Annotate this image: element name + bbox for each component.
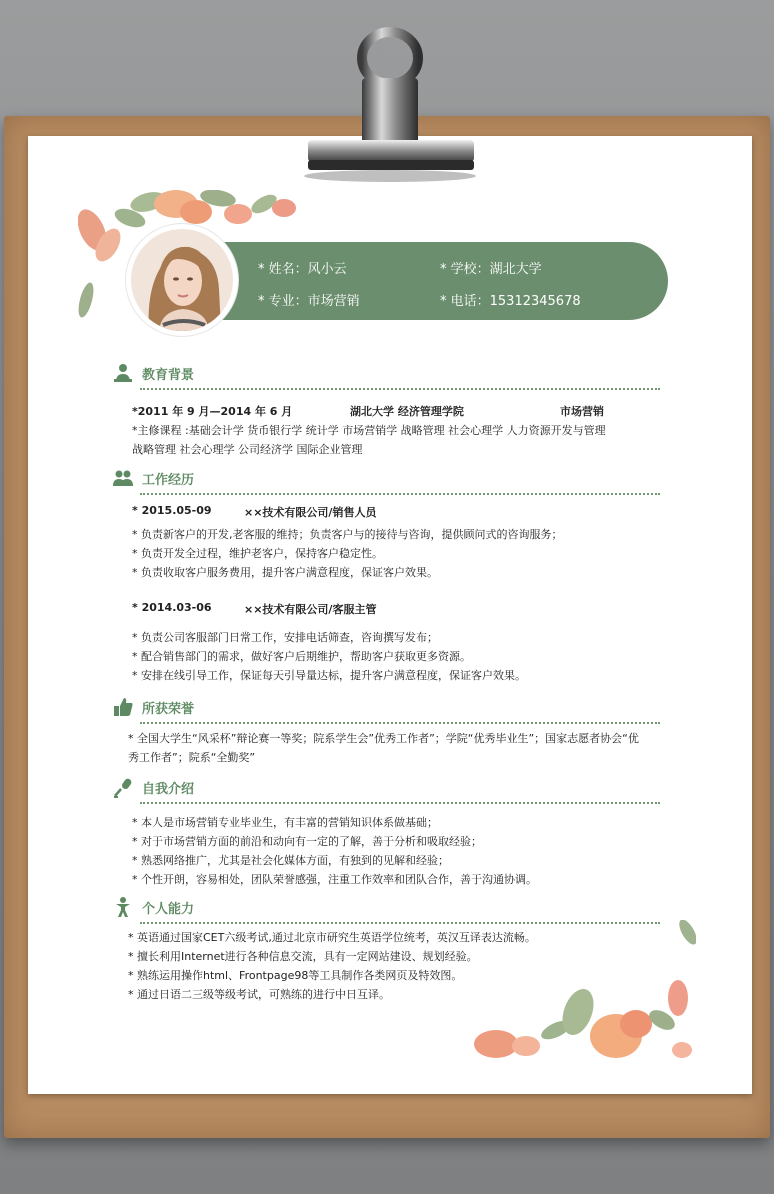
section-honors-header — [112, 696, 660, 718]
thumbs-up-icon — [112, 696, 134, 718]
section-skills-header — [112, 896, 660, 918]
section-education-header — [112, 362, 660, 384]
job2-company: ××技术有限公司/客服主管 — [244, 603, 377, 616]
section-divider — [140, 493, 660, 495]
honors-line1: * 全国大学生“风采杯”辩论赛一等奖；院系学生会”优秀工作者”；学院“优秀毕业生”；国家志愿者协会“优 — [128, 732, 639, 745]
honors-line2: 秀工作者”；院系“全勤奖” — [128, 751, 256, 764]
education-school: 湖北大学 经济管理学院 — [350, 405, 464, 418]
section-divider — [140, 388, 660, 390]
education-courses-line2: 战略管理 社会心理学 公司经济学 国际企业管理 — [132, 443, 363, 456]
section-divider — [140, 922, 660, 924]
phone-info: * 电话：15312345678 — [440, 294, 581, 309]
intro-item: * 个性开朗，容易相处，团队荣誉感强，注重工作效率和团队合作，善于沟通协调。 — [132, 873, 537, 886]
avatar — [131, 229, 233, 331]
microphone-icon — [112, 776, 134, 798]
section-skills-title: 个人能力 — [142, 902, 195, 917]
job2-item: * 安排在线引导工作，保证每天引导量达标，提升客户满意程度，保证客户效果。 — [132, 669, 526, 682]
job1-company: ××技术有限公司/销售人员 — [244, 506, 377, 519]
major-info: * 专业：市场营销 — [258, 294, 360, 309]
intro-item: * 本人是市场营销专业毕业生，有丰富的营销知识体系做基础； — [132, 816, 438, 829]
section-work-title: 工作经历 — [142, 473, 195, 488]
education-period: *2011 年 9 月—2014 年 6 月 — [132, 405, 293, 418]
job2-date: * 2014.03-06 — [132, 601, 212, 614]
skills-item: * 熟练运用操作html、Frontpage98等工具制作各类网页及特效图。 — [128, 969, 463, 982]
job1-date: * 2015.05-09 — [132, 504, 212, 517]
section-divider — [140, 722, 660, 724]
two-people-icon — [112, 467, 134, 489]
job1-item: * 负责新客户的开发,老客服的维持；负责客户与的接待与咨询，提供顾问式的咨询服务； — [132, 528, 563, 541]
intro-item: * 对于市场营销方面的前沿和动向有一定的了解，善于分析和吸取经验； — [132, 835, 482, 848]
job2-item: * 配合销售部门的需求，做好客户后期维护，帮助客户获取更多资源。 — [132, 650, 471, 663]
skills-item: * 通过日语二三级等级考试，可熟练的进行中日互译。 — [128, 988, 390, 1001]
education-major: 市场营销 — [560, 405, 604, 418]
job1-item: * 负责开发全过程，维护老客户，保持客户稳定性。 — [132, 547, 383, 560]
person-desk-icon — [112, 362, 134, 384]
person-running-icon — [112, 896, 134, 918]
job2-item: * 负责公司客服部门日常工作，安排电话筛查，咨询撰写发布； — [132, 631, 438, 644]
section-divider — [140, 802, 660, 804]
binder-clip-icon — [300, 26, 480, 186]
section-intro-title: 自我介绍 — [142, 782, 195, 797]
section-honors-title: 所获荣誉 — [142, 702, 195, 717]
skills-item: * 擅长利用Internet进行各种信息交流，具有一定网站建设、规划经验。 — [128, 950, 478, 963]
section-intro-header — [112, 776, 660, 798]
job1-item: * 负责收取客户服务费用，提升客户满意程度，保证客户效果。 — [132, 566, 438, 579]
education-courses-line1: *主修课程 :基础会计学 货币银行学 统计学 市场营销学 战略管理 社会心理学 人力资源开发与管理 — [132, 424, 606, 437]
school-info: * 学校：湖北大学 — [440, 262, 542, 277]
intro-item: * 熟悉网络推广，尤其是社会化媒体方面，有独到的见解和经验； — [132, 854, 449, 867]
section-work-header — [112, 467, 660, 489]
name-info: * 姓名：风小云 — [258, 262, 347, 277]
section-education-title: 教育背景 — [142, 368, 195, 383]
skills-item: * 英语通过国家CET六级考试,通过北京市研究生英语学位统考，英汉互译表达流畅。 — [128, 931, 536, 944]
